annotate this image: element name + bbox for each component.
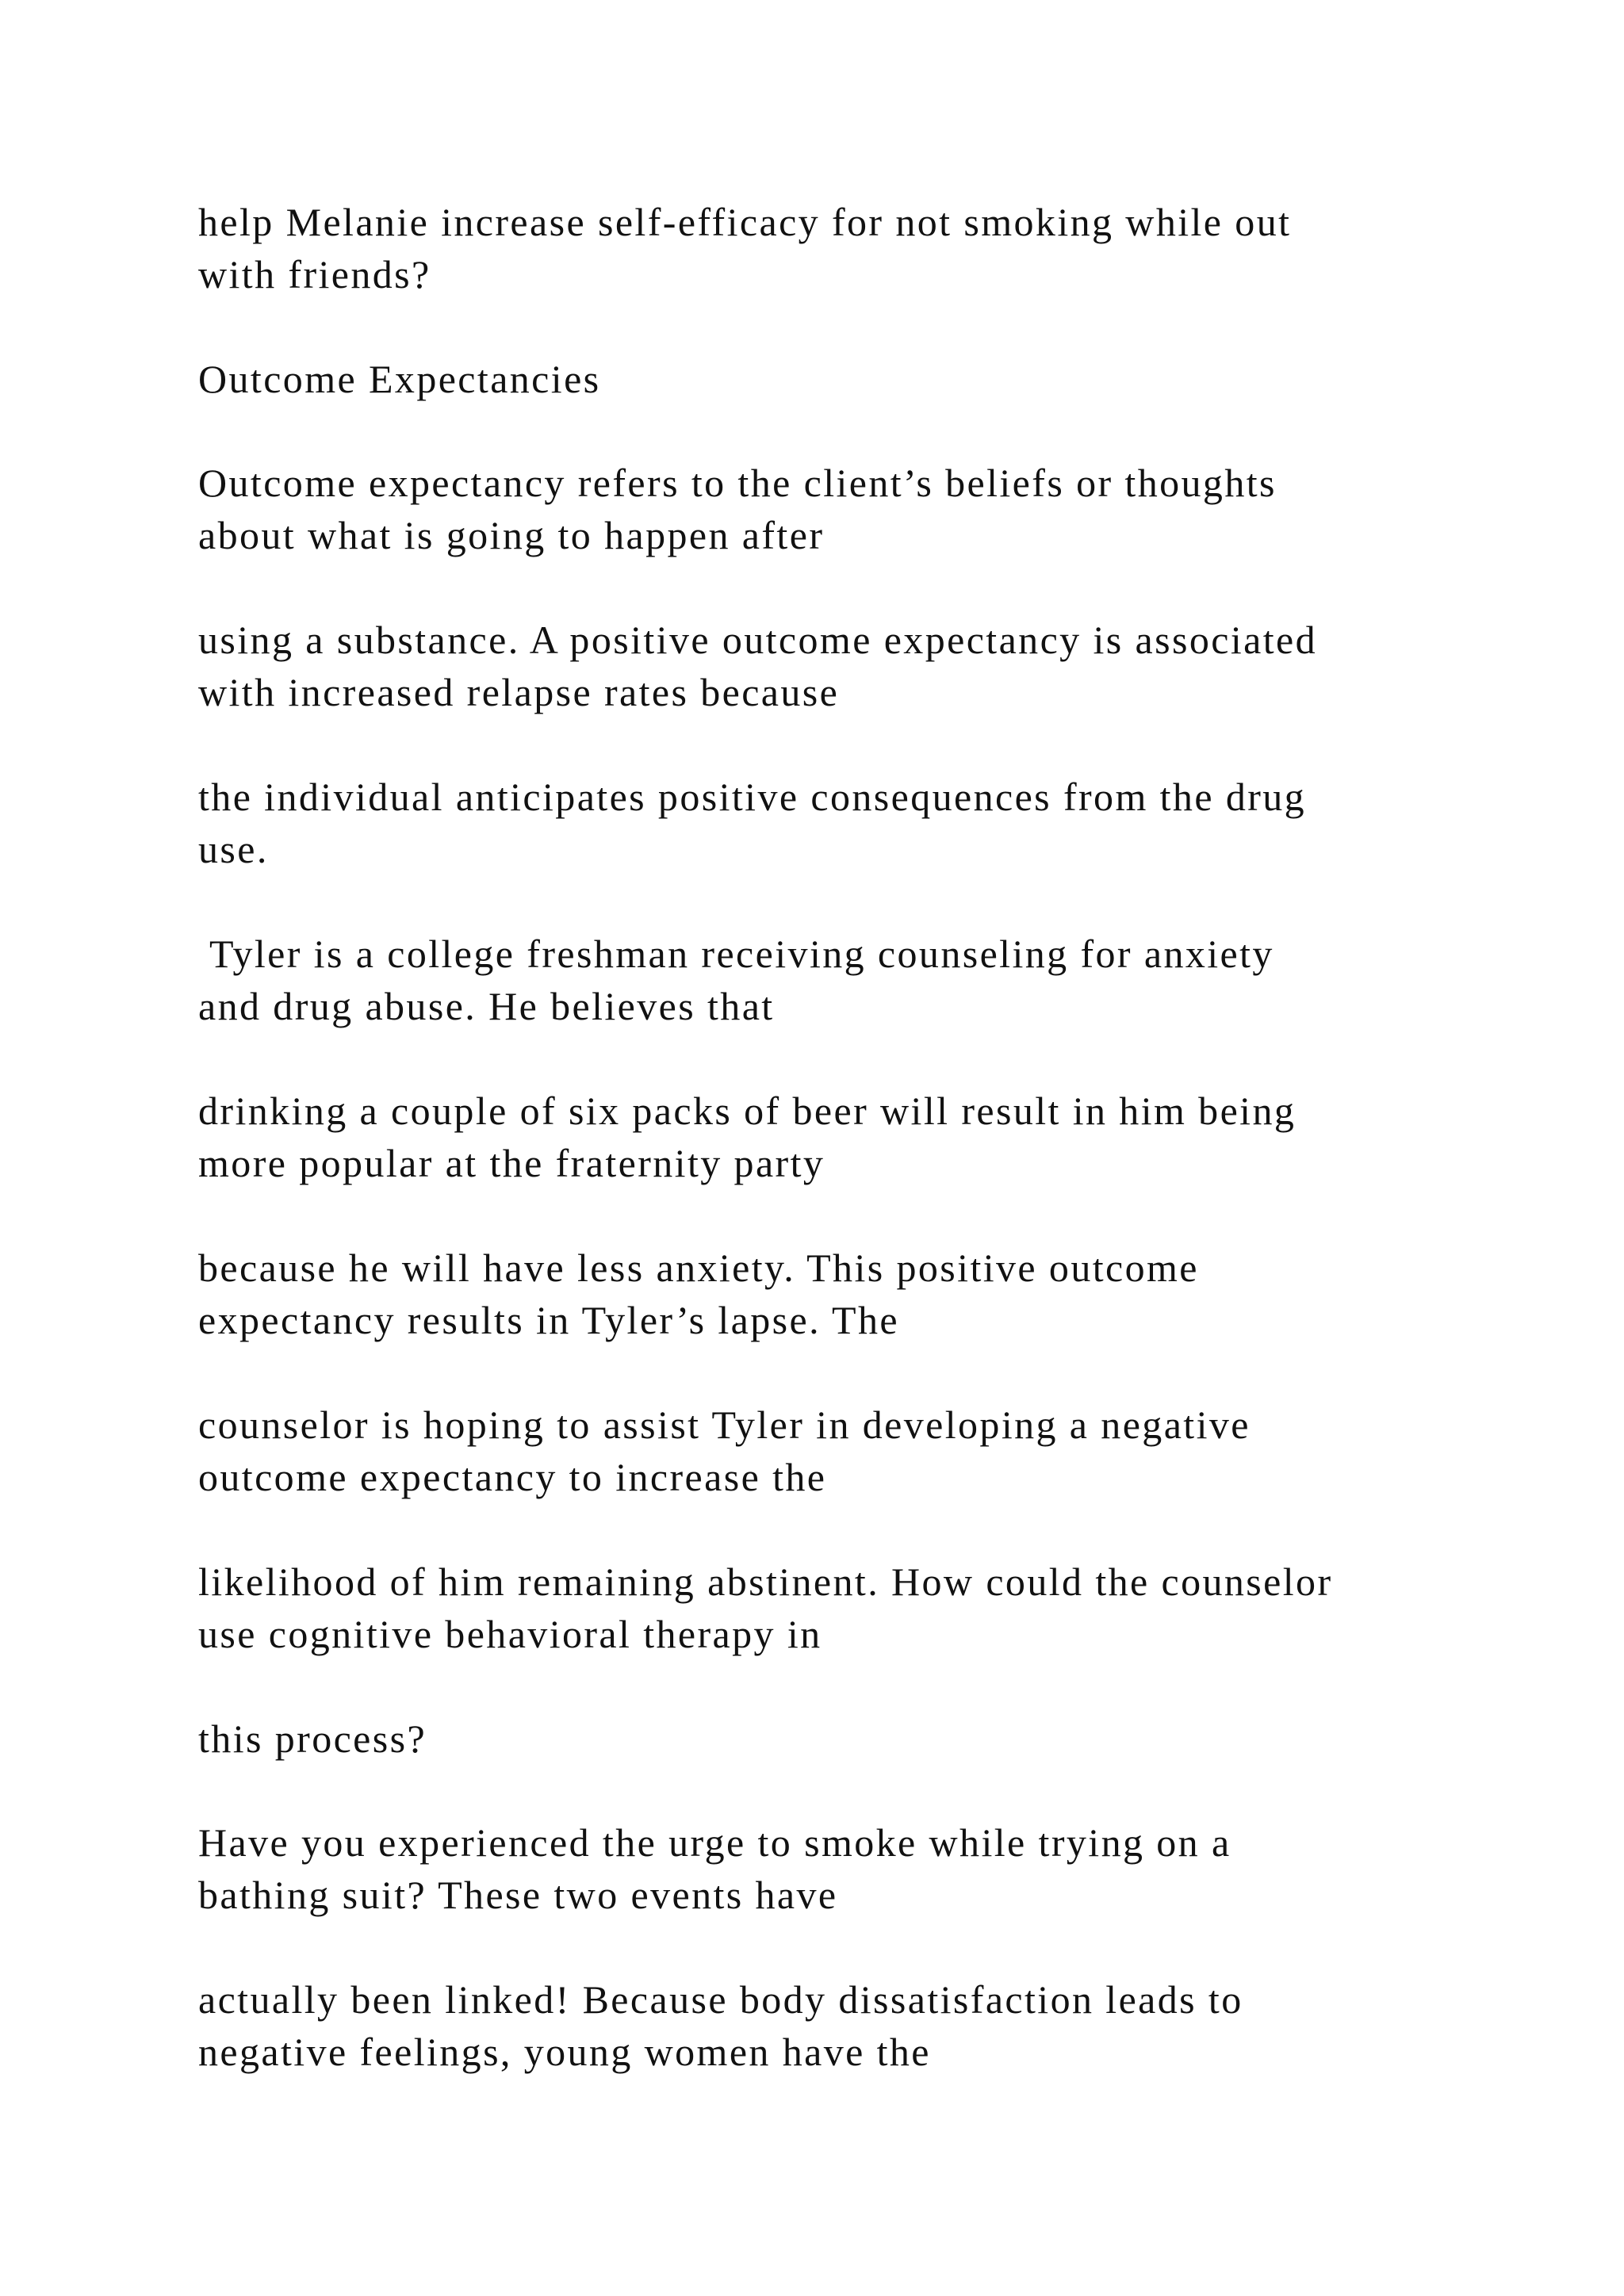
text-line: Tyler is a college freshman receiving counseling for anxiety	[198, 932, 1274, 976]
paragraph-this-process	[198, 1712, 1499, 1765]
text-line: expectancy results in Tyler’s lapse. The	[198, 1298, 899, 1342]
text-line: drinking a couple of six packs of beer will result in him being	[198, 1089, 1297, 1133]
text-line: Have you experienced the urge to smoke while trying on a	[198, 1820, 1231, 1865]
text-line: using a substance. A positive outcome expectancy is associated	[198, 618, 1317, 662]
paragraph-counselor	[198, 1399, 1499, 1503]
text-line: likelihood of him remaining abstinent. How could the counselor	[198, 1559, 1333, 1604]
text-line: counselor is hoping to assist Tyler in developing a negative	[198, 1402, 1251, 1447]
text-line: about what is going to happen after	[198, 513, 825, 557]
paragraph-anticipates	[198, 771, 1499, 875]
text-line: with friends?	[198, 252, 431, 297]
text-line: because he will have less anxiety. This positive outcome	[198, 1246, 1199, 1290]
text-line: actually been linked! Because body dissatisfaction leads to	[198, 1977, 1243, 2022]
paragraph-tyler-intro	[198, 928, 1499, 1032]
text-line: more popular at the fraternity party	[198, 1141, 825, 1185]
paragraph-tyler-lapse	[198, 1242, 1499, 1346]
paragraph-melanie-question	[198, 196, 1499, 300]
text-line: help Melanie increase self-efficacy for not smoking while out	[198, 200, 1292, 244]
paragraph-definition	[198, 457, 1499, 561]
text-line: negative feelings, young women have the	[198, 2030, 931, 2074]
text-line: Outcome Expectancies	[198, 357, 601, 401]
paragraph-cbt-question	[198, 1556, 1499, 1660]
text-line: and drug abuse. He believes that	[198, 984, 775, 1028]
text-line: outcome expectancy to increase the	[198, 1455, 827, 1499]
text-line: the individual anticipates positive consequences from the drug	[198, 775, 1307, 819]
paragraph-body-dissatisfaction	[198, 1973, 1499, 2078]
text-line: this process?	[198, 1716, 427, 1761]
paragraph-positive-expectancy	[198, 614, 1499, 718]
section-heading-outcome-expectancies	[198, 353, 1499, 405]
text-line: use.	[198, 827, 269, 871]
text-line: Outcome expectancy refers to the client’s beliefs or thoughts	[198, 461, 1277, 505]
text-line: bathing suit? These two events have	[198, 1873, 838, 1917]
text-line: with increased relapse rates because	[198, 670, 840, 714]
text-line: use cognitive behavioral therapy in	[198, 1612, 822, 1656]
paragraph-bathing-suit	[198, 1816, 1499, 1921]
paragraph-tyler-beer	[198, 1085, 1499, 1189]
